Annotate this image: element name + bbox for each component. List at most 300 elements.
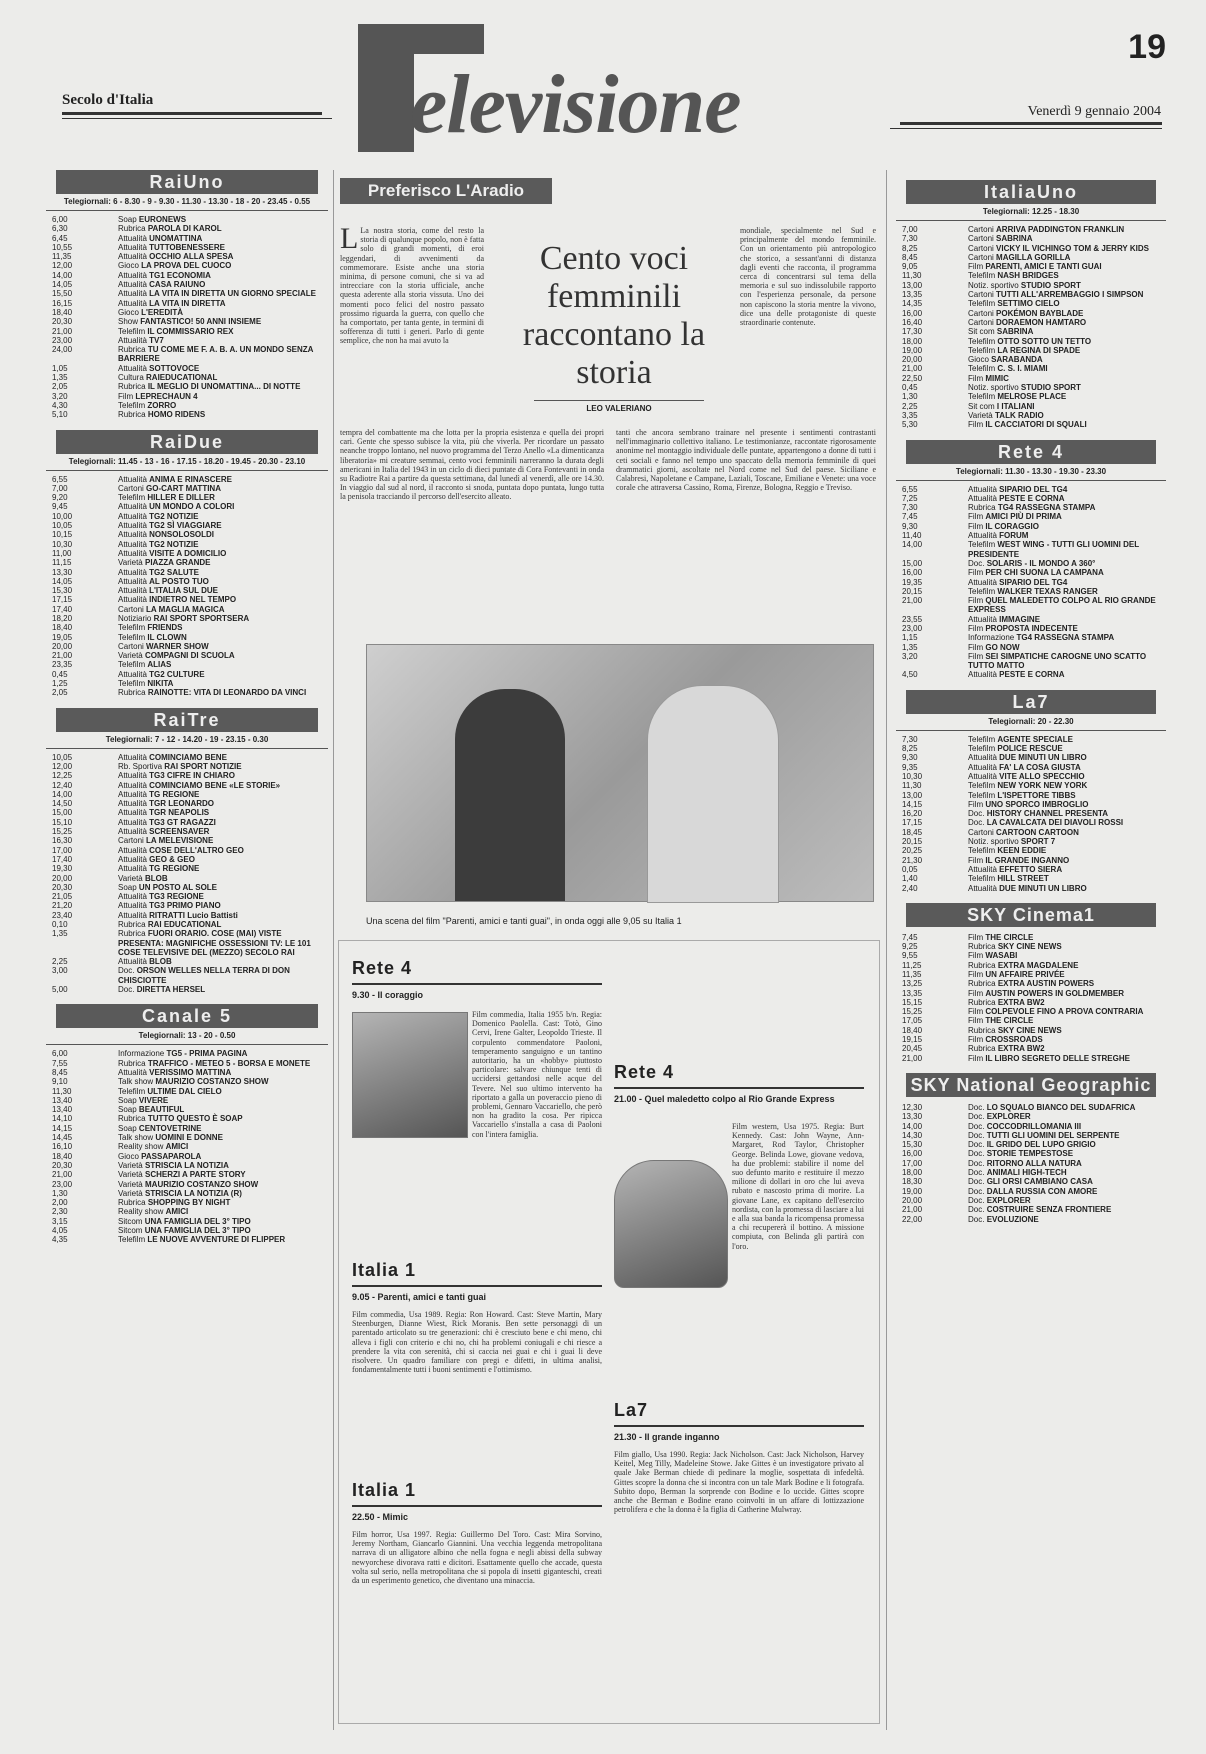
listing-time: 10,05 [52,521,73,531]
listing-time: 12,25 [52,771,73,781]
listing-category: Doc. [968,1140,985,1150]
listing-row [896,346,1166,355]
listing-time: 8,25 [902,744,918,754]
listing-program: UNOMATTINA [149,233,203,243]
listing-category: Telefilm [968,336,996,346]
listing-time: 1,30 [902,392,918,402]
listing-desc [118,1068,328,1077]
listing-desc [118,1180,328,1189]
channel-raidue [46,430,328,698]
listing-row [46,317,328,326]
listing-program: C. S. I. MIAMI [997,364,1048,374]
listing-program: VISITE A DOMICILIO [149,548,227,558]
listing-desc [118,957,328,966]
listing-program: WEST WING - TUTTI GLI UOMINI DEL PRESIDENTE [968,540,1139,559]
listing-program: PER CHI SUONA LA CAMPANA [985,568,1104,578]
listing-category: Soap [118,1123,137,1133]
listing-program: LA CAVALCATA DEI DIAVOLI ROSSI [986,818,1124,828]
listing-desc [118,1161,328,1170]
listing-time: 16,15 [52,298,73,308]
channel-skygeo [896,1073,1166,1224]
listing-desc [968,355,1166,364]
listing-program: PARENTI, AMICI E TANTI GUAI [985,262,1102,272]
listing-time: 13,00 [902,280,923,290]
listing-time: 18,40 [52,307,73,317]
listing-program: TG2 CULTURE [149,669,205,679]
listing-category: Attualità [968,753,997,763]
listing-program: GO-CART MATTINA [146,483,221,493]
listing-category: Telefilm [118,660,146,670]
listing-program: ALIAS [147,660,172,670]
feature-kicker: Preferisco L'Aradio [340,178,552,204]
listing-category: Reality show [118,1207,164,1217]
listing-category: Film [968,642,984,652]
listing-program: AMICI PIÙ DI PRIMA [985,512,1062,522]
listing-time: 2,05 [52,382,68,392]
listing-time: 16,10 [52,1142,73,1152]
listing-row [46,911,328,920]
listing-time: 13,35 [902,290,923,300]
listing-category: Attualità [118,789,147,799]
listing-time: 7,00 [52,483,68,493]
listing-program: MAURIZIO COSTANZO SHOW [155,1077,269,1087]
listing-category: Attualità [118,892,147,902]
listing-row [896,420,1166,429]
listing-time: 23,00 [902,623,923,633]
listing-category: Gioco [968,355,989,365]
listing-program: DUE MINUTI UN LIBRO [999,883,1087,893]
listing-program: SOTTOVOCE [149,363,200,373]
listing-program: EURONEWS [138,215,187,224]
listing-category: Cartoni [968,243,994,253]
listing-program: BEAUTIFUL [138,1105,185,1115]
listing-program: RAI EDUCATIONAL [147,920,222,929]
listing-desc [118,558,328,567]
listing-category: Rubrica [118,382,146,392]
listing-time: 21,05 [52,892,73,902]
listing-program: SEI SIMPATICHE CAROGNE UNO SCATTO TUTTO MATTO [968,651,1147,671]
listing-row [46,595,328,604]
left-listings [46,170,328,1245]
listing-desc [968,1054,1166,1063]
listing-program: CROSSROADS [985,1035,1043,1045]
listing-row [46,1114,328,1123]
listing-category: Film [118,391,134,401]
listing-time: 2,00 [52,1198,68,1208]
listing-time: 1,30 [52,1188,68,1198]
listing-time: 13,30 [52,567,73,577]
listing-time: 10,30 [52,539,73,549]
listing-program: RITRATTI Lucio Battisti [149,910,238,920]
listing-category: Talk show [118,1133,154,1143]
listing-desc [118,633,328,642]
listing-row [896,809,1166,818]
listing-row [46,234,328,243]
listing-category: Film [968,988,984,998]
listing-desc [118,753,328,762]
listing-row [896,970,1166,979]
listing-row [896,1149,1166,1158]
listing-time: 5,10 [52,410,68,420]
listing-category: Cartoni [968,827,994,837]
listing-category: Rubrica [118,1058,146,1068]
listing-time: 13,25 [902,979,923,989]
channel-header: Canale 5 [56,1004,318,1028]
listing-row [46,493,328,502]
listing-program: UNA FAMIGLIA DEL 3° TIPO [144,1226,251,1236]
listing-desc [968,374,1166,383]
listing-desc [118,642,328,651]
listing-category: Telefilm [118,623,146,633]
listing-category: Attualità [118,363,147,373]
listing-row [896,856,1166,865]
listing-program: SIPARIO DEL TG4 [999,484,1068,494]
listing-time: 1,15 [902,633,918,643]
listing-category: Sitcom [118,1226,143,1236]
listing-program: WASABI [985,951,1018,961]
listing-category: Film [968,568,984,578]
listing-program: SCREENSAVER [149,827,210,837]
listing-row [896,262,1166,271]
listing-program: AMICI [165,1207,189,1217]
listing-row [896,979,1166,988]
listing-row [46,864,328,873]
listing-program: VERISSIMO MATTINA [149,1067,232,1077]
listing-program: EXTRA BW2 [997,997,1045,1007]
listing-time: 17,30 [902,327,923,337]
listing-row [46,818,328,827]
listing-row [46,568,328,577]
listing-desc [968,1205,1166,1214]
review-title: 21.00 - Quel maledetto colpo al Rio Grande Express [614,1094,835,1104]
listing-program: HILL STREET [997,874,1049,884]
listing-row [896,828,1166,837]
review-title: 21.30 - Il grande inganno [614,1432,720,1442]
listing-desc [118,762,328,771]
listing-program: LEPRECHAUN 4 [135,391,198,401]
listing-category: Gioco [118,261,139,271]
listing-program: ANIMA E RINASCERE [149,474,232,484]
listing-time: 9,55 [902,951,918,961]
listing-program: L'ISPETTORE TIBBS [997,790,1076,800]
listing-desc [968,531,1166,540]
listing-program: NIKITA [147,679,174,689]
listing-category: Attualità [968,531,997,541]
listing-category: Sitcom [118,1216,143,1226]
listing-desc [118,493,328,502]
listing-program: TG3 REGIONE [149,892,204,902]
listing-row [46,920,328,929]
listing-row [896,355,1166,364]
listing-time: 9,05 [902,262,918,272]
listing-category: Attualità [968,762,997,772]
listing-program: COLPEVOLE FINO A PROVA CONTRARIA [985,1007,1144,1017]
listing-row [896,364,1166,373]
listing-desc [118,224,328,233]
listing-category: Telefilm [118,1235,146,1245]
listing-desc [118,475,328,484]
listing-row [46,252,328,261]
listing-category: Film [968,932,984,942]
review-channel: Rete 4 [614,1062,675,1082]
listing-category: Telefilm [968,781,996,791]
listing-desc [968,559,1166,568]
right-listings [896,180,1166,1224]
listing-desc [118,308,328,317]
listing-row [46,289,328,298]
listing-category: Film [968,1007,984,1017]
listing-time: 23,40 [52,910,73,920]
listing-category: Doc. [968,1158,985,1168]
listing-program: DORAEMON HAMTARO [996,317,1087,327]
listing-desc [118,1077,328,1086]
column-divider [333,170,334,1730]
listing-category: Attualità [118,845,147,855]
listing-category: Notiz. sportivo [968,383,1019,393]
listing-category: Rubrica [118,920,146,929]
listing-category: Varietà [118,873,143,883]
listing-time: 9,45 [52,502,68,512]
column-divider [886,170,887,1730]
listing-program: IL CLOWN [147,632,187,642]
listing-desc [118,299,328,308]
listing-row [896,383,1166,392]
listing-row [896,670,1166,679]
listing-desc [968,884,1166,893]
listing-category: Film [968,596,984,606]
listing-desc [968,392,1166,401]
listing-time: 16,20 [902,809,923,819]
listing-row [896,998,1166,1007]
listing-category: Attualità [118,827,147,837]
listing-row [46,966,328,985]
listing-row [896,874,1166,883]
listing-row [896,744,1166,753]
review-title: 9.30 - Il coraggio [352,990,424,1000]
channel-header: SKY National Geographic [906,1073,1156,1097]
listing-row [896,411,1166,420]
channel-header: ItaliaUno [906,180,1156,204]
feature-text-col1b: tempra del combattente ma che lotta per la propria esistenza e quella dei propri cari. Gente che spesso subisce la vita, più che viverla. Per ricordare un passato neanche troppo lontano, nel nuovo programma del Terzo Anello «La dimenticanza liberatoria» mi creature semmai, cento voci femminili narreranno la durata degli americani in Italia del 1943 in un ciclo di dieci puntate di Cora Fontevanti in onda su Radiotre Rai a partire da questa settimana, dal lunedì al venerdì, alle ore 14.30. In viaggio dal sud al nord, il racconto si snoda, puntata dopo puntata, lungo tutta la penisola tracciando il percorso dell'esercito alleato. [340,428,604,502]
listing-desc [968,652,1166,671]
listing-desc [118,688,328,697]
listing-desc [968,837,1166,846]
listing-program: ZORRO [147,400,177,410]
listing-row [46,1189,328,1198]
listing-program: COSTRUIRE SENZA FRONTIERE [986,1205,1112,1215]
listing-program: SHOPPING BY NIGHT [147,1198,231,1208]
listing-row [896,942,1166,951]
masthead-T-bar [358,24,484,54]
listing-program: TUTTI ALL'ARREMBAGGIO I SIMPSON [996,290,1144,300]
listing-row [896,772,1166,781]
listing-category: Varietà [968,410,993,420]
listing-row [896,587,1166,596]
listing-program: AGENTE SPECIALE [997,734,1073,744]
listing-row [896,271,1166,280]
listing-category: Soap [118,1105,137,1115]
listing-program: LA VITA IN DIRETTA [149,298,226,308]
listing-row [46,651,328,660]
listing-desc [118,549,328,558]
listing-row [896,1159,1166,1168]
listing-row [46,540,328,549]
listing-desc [118,1133,328,1142]
listing-category: Attualità [118,270,147,280]
listing-time: 9,35 [902,762,918,772]
listing-desc [968,856,1166,865]
listing-program: HOMO RIDENS [147,410,206,420]
listing-desc [118,660,328,669]
listing-desc [968,772,1166,781]
listing-time: 11,25 [902,960,922,970]
listing-category: Attualità [118,780,147,790]
listing-category: Attualità [118,548,147,558]
listing-time: 7,30 [902,234,918,244]
listing-desc [118,818,328,827]
listing-category: Sit com [968,401,995,411]
listing-time: 19,00 [902,345,923,355]
listing-desc [118,864,328,873]
listing-program: NONSOLOSOLDI [149,530,215,540]
listing-time: 19,35 [902,577,923,587]
listing-time: 23,35 [52,660,73,670]
listing-time: 19,05 [52,632,73,642]
listing-row [46,1049,328,1058]
listing-row [46,670,328,679]
listing-desc [118,771,328,780]
listing-category: Rubrica [118,929,146,939]
listing-program: LE NUOVE AVVENTURE DI FLIPPER [147,1235,286,1245]
listing-time: 18,30 [902,1177,923,1187]
listing-time: 17,40 [52,854,73,864]
listing-time: 14,45 [52,1133,73,1143]
listing-time: 11,35 [902,970,922,979]
listing-category: Doc. [968,809,985,819]
listing-desc [118,521,328,530]
listing-row [896,652,1166,671]
listing-category: Film [968,799,984,809]
listing-program: OTTO SOTTO UN TETTO [997,336,1092,346]
listing-category: Telefilm [118,326,146,336]
listing-program: LO SQUALO BIANCO DEL SUDAFRICA [986,1102,1136,1112]
listing-desc [118,271,328,280]
listing-desc [968,596,1166,615]
listing-desc [118,401,328,410]
listing-row [46,1235,328,1244]
listing-desc [118,929,328,957]
listing-row [46,1217,328,1226]
listing-category: Rubrica [118,1198,146,1208]
listing-desc [968,290,1166,299]
listing-time: 3,15 [52,1216,68,1226]
listing-desc [118,614,328,623]
newscast-times: Telegiornali: 7 - 12 - 14.20 - 19 - 23.15 - 0.30 [46,732,328,749]
listing-time: 4,50 [902,670,918,680]
listing-program: CARTOON CARTOON [996,827,1079,837]
listing-time: 11,30 [902,271,922,281]
listing-time: 16,00 [902,568,923,578]
listing-category: Cartoni [968,234,994,244]
listing-time: 3,20 [52,391,68,401]
listing-row [896,234,1166,243]
listing-time: 15,25 [52,827,73,837]
listing-time: 15,10 [52,817,73,827]
listing-program: CENTOVETRINE [138,1123,202,1133]
listing-category: Film [968,420,984,430]
listing-category: Attualità [118,799,147,809]
listing-row [896,989,1166,998]
listing-desc [118,382,328,391]
listing-row [46,577,328,586]
review-channel: La7 [614,1400,649,1420]
listing-program: LA MAGLIA MAGICA [146,604,225,614]
listing-row [46,475,328,484]
listing-desc [118,892,328,901]
listing-row [896,290,1166,299]
listing-desc [968,1016,1166,1025]
listing-desc [118,364,328,373]
listing-category: Doc. [968,1186,985,1196]
listing-row [896,568,1166,577]
listing-program: UOMINI E DONNE [155,1133,223,1143]
listing-row [46,1096,328,1105]
listing-category: Rubrica [968,997,996,1007]
listing-time: 18,00 [902,1168,923,1178]
listing-row [46,410,328,419]
listing-desc [118,595,328,604]
listing-time: 13,40 [52,1095,73,1105]
listing-desc [118,1217,328,1226]
listing-time: 21,00 [902,596,923,606]
newscast-times: Telegiornali: 13 - 20 - 0.50 [46,1028,328,1045]
listing-desc [118,327,328,336]
listing-time: 14,00 [902,1121,923,1131]
listing-time: 0,05 [902,864,918,874]
listing-program: IL LIBRO SEGRETO DELLE STREGHE [985,1053,1130,1063]
listing-program: FANTASTICO! 50 ANNI INSIEME [140,317,262,327]
listing-program: PASSAPAROLA [141,1151,202,1161]
listing-desc [968,485,1166,494]
channel-raitre [46,708,328,995]
listing-category: Attualità [118,280,147,290]
listing-desc [968,512,1166,521]
listing-desc [118,670,328,679]
listing-category: Gioco [118,307,139,317]
listing-desc [118,1096,328,1105]
listing-desc [118,799,328,808]
listing-time: 14,00 [902,540,923,550]
review-rule [352,983,602,985]
listing-desc [118,1114,328,1123]
listing-category: Attualità [118,539,147,549]
listing-program: PIAZZA GRANDE [145,558,211,568]
listing-desc [118,623,328,632]
review-rule [352,1285,602,1287]
listing-category: Rb. Sportiva [118,761,163,771]
listing-desc [118,855,328,864]
listing-desc [968,865,1166,874]
listing-category: Attualità [118,335,147,345]
listing-program: SOLARIS - IL MONDO A 360° [986,558,1096,568]
listing-program: UNA FAMIGLIA DEL 3° TIPO [144,1216,251,1226]
listing-program: PROPOSTA INDECENTE [985,623,1078,633]
listing-desc [118,1189,328,1198]
listing-desc [968,402,1166,411]
listing-row [896,633,1166,642]
listing-category: Attualità [118,576,147,586]
listing-program: TG REGIONE [149,864,200,874]
